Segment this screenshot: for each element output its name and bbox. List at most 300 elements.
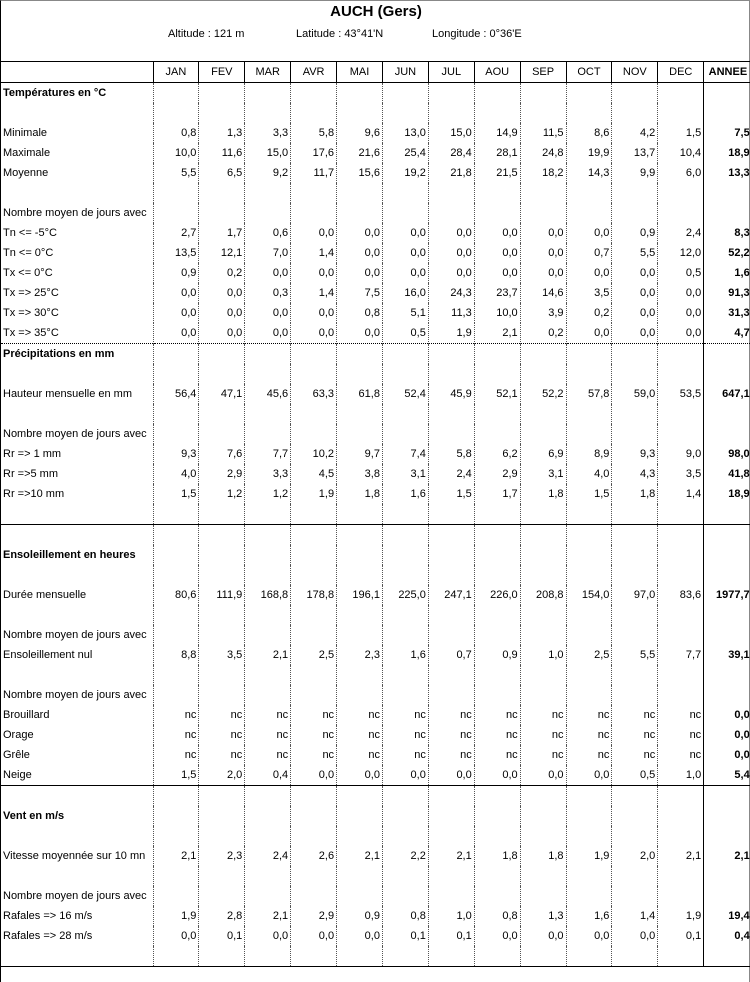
empty-cell bbox=[474, 826, 520, 846]
row-label: Grêle bbox=[3, 749, 30, 761]
empty-cell bbox=[153, 83, 199, 104]
empty-cell bbox=[245, 886, 291, 906]
empty-cell bbox=[337, 685, 383, 705]
value-cell: 0,0 bbox=[612, 283, 658, 303]
value-cell: 28,1 bbox=[474, 143, 520, 163]
value-cell: 7,6 bbox=[199, 444, 245, 464]
value-cell: 7,5 bbox=[337, 283, 383, 303]
empty-cell bbox=[474, 404, 520, 424]
annual-value-cell: 18,9 bbox=[704, 143, 750, 163]
empty-cell bbox=[474, 565, 520, 585]
empty-cell bbox=[520, 504, 566, 525]
empty-cell bbox=[1, 826, 153, 846]
value-cell: 7,7 bbox=[658, 645, 704, 665]
value-cell: nc bbox=[382, 725, 428, 745]
value-cell: 0,0 bbox=[153, 926, 199, 946]
subheader-row bbox=[1, 625, 750, 645]
empty-cell bbox=[245, 826, 291, 846]
annual-value-cell: 18,9 bbox=[704, 484, 750, 504]
empty-cell bbox=[474, 83, 520, 104]
value-cell: 1,4 bbox=[291, 243, 337, 263]
spacer-row bbox=[1, 183, 750, 203]
value-cell: 0,0 bbox=[153, 323, 199, 344]
empty-cell bbox=[658, 946, 704, 967]
empty-cell bbox=[1, 665, 153, 685]
value-cell: 0,0 bbox=[474, 926, 520, 946]
empty-cell bbox=[612, 545, 658, 565]
value-cell: 10,0 bbox=[153, 143, 199, 163]
value-cell: 8,9 bbox=[566, 444, 612, 464]
value-cell: 168,8 bbox=[245, 585, 291, 605]
empty-cell bbox=[658, 364, 704, 384]
value-cell: 225,0 bbox=[382, 585, 428, 605]
table-row bbox=[1, 765, 750, 786]
empty-cell bbox=[520, 625, 566, 645]
empty-cell bbox=[428, 344, 474, 365]
value-cell: 15,0 bbox=[245, 143, 291, 163]
empty-cell bbox=[382, 806, 428, 826]
empty-cell bbox=[428, 946, 474, 967]
empty-cell bbox=[428, 504, 474, 525]
empty-cell bbox=[428, 866, 474, 886]
table-row bbox=[1, 906, 750, 926]
empty-cell bbox=[612, 605, 658, 625]
section-header-row bbox=[1, 806, 750, 826]
value-cell: 80,6 bbox=[153, 585, 199, 605]
value-cell: 5,5 bbox=[612, 645, 658, 665]
value-cell: 1,4 bbox=[658, 484, 704, 504]
empty-cell bbox=[337, 665, 383, 685]
empty-cell bbox=[382, 786, 428, 807]
value-cell: 56,4 bbox=[153, 384, 199, 404]
empty-cell bbox=[704, 806, 750, 826]
empty-cell bbox=[291, 525, 337, 546]
empty-cell bbox=[566, 786, 612, 807]
row-label: Maximale bbox=[3, 147, 51, 159]
table-row bbox=[1, 163, 750, 183]
value-cell: 5,5 bbox=[153, 163, 199, 183]
empty-cell bbox=[337, 625, 383, 645]
climate-table bbox=[1, 61, 750, 967]
value-cell: 0,5 bbox=[658, 263, 704, 283]
row-label: Hauteur mensuelle en mm bbox=[3, 388, 133, 400]
value-cell: 2,1 bbox=[245, 645, 291, 665]
empty-cell bbox=[428, 404, 474, 424]
value-cell: 13,7 bbox=[612, 143, 658, 163]
spacer-row bbox=[1, 946, 750, 967]
empty-cell bbox=[1, 404, 153, 424]
empty-cell bbox=[474, 685, 520, 705]
page-title: AUCH (Gers) bbox=[330, 3, 422, 20]
longitude-label: Longitude : 0°36'E bbox=[432, 28, 522, 40]
value-cell: 0,0 bbox=[566, 926, 612, 946]
value-cell: 2,3 bbox=[199, 846, 245, 866]
empty-cell bbox=[474, 424, 520, 444]
value-cell: 23,7 bbox=[474, 283, 520, 303]
empty-cell bbox=[337, 866, 383, 886]
value-cell: 0,0 bbox=[520, 926, 566, 946]
empty-cell bbox=[428, 364, 474, 384]
empty-cell bbox=[474, 866, 520, 886]
empty-cell bbox=[337, 424, 383, 444]
empty-cell bbox=[199, 183, 245, 203]
empty-cell bbox=[153, 504, 199, 525]
value-cell: 97,0 bbox=[612, 585, 658, 605]
column-header: AVR bbox=[291, 62, 337, 83]
value-cell: 196,1 bbox=[337, 585, 383, 605]
empty-cell bbox=[704, 203, 750, 223]
table-row bbox=[1, 223, 750, 243]
empty-cell bbox=[612, 866, 658, 886]
empty-cell bbox=[520, 183, 566, 203]
empty-cell bbox=[612, 83, 658, 104]
value-cell: 0,0 bbox=[291, 223, 337, 243]
empty-cell bbox=[291, 203, 337, 223]
value-cell: 83,6 bbox=[658, 585, 704, 605]
empty-cell bbox=[474, 545, 520, 565]
empty-cell bbox=[474, 786, 520, 807]
empty-cell bbox=[1, 504, 153, 525]
value-cell: 45,9 bbox=[428, 384, 474, 404]
empty-cell bbox=[337, 203, 383, 223]
value-cell: 1,4 bbox=[612, 906, 658, 926]
empty-cell bbox=[566, 183, 612, 203]
empty-cell bbox=[1, 525, 153, 546]
empty-cell bbox=[337, 404, 383, 424]
empty-cell bbox=[245, 83, 291, 104]
row-label: Brouillard bbox=[3, 709, 50, 721]
section-title: Températures en °C bbox=[3, 87, 107, 99]
value-cell: 0,0 bbox=[337, 263, 383, 283]
empty-cell bbox=[199, 203, 245, 223]
value-cell: 0,2 bbox=[566, 303, 612, 323]
header-corner-cell bbox=[1, 62, 153, 83]
annual-value-cell: 4,7 bbox=[704, 323, 750, 344]
value-cell: 57,8 bbox=[566, 384, 612, 404]
empty-cell bbox=[382, 424, 428, 444]
value-cell: nc bbox=[337, 725, 383, 745]
value-cell: 0,0 bbox=[612, 263, 658, 283]
value-cell: 0,0 bbox=[474, 765, 520, 786]
empty-cell bbox=[474, 525, 520, 546]
value-cell: 1,5 bbox=[428, 484, 474, 504]
empty-cell bbox=[153, 866, 199, 886]
value-cell: 11,5 bbox=[520, 123, 566, 143]
empty-cell bbox=[658, 545, 704, 565]
row-label: Nombre moyen de jours avec bbox=[3, 689, 147, 701]
row-label: Rafales => 16 m/s bbox=[3, 910, 93, 922]
empty-cell bbox=[382, 364, 428, 384]
value-cell: 52,4 bbox=[382, 384, 428, 404]
empty-cell bbox=[520, 665, 566, 685]
empty-cell bbox=[704, 866, 750, 886]
column-header: MAR bbox=[245, 62, 291, 83]
empty-cell bbox=[382, 103, 428, 123]
value-cell: 0,0 bbox=[245, 926, 291, 946]
value-cell: 2,0 bbox=[199, 765, 245, 786]
section-title: Précipitations en mm bbox=[1, 344, 153, 365]
section-header-row bbox=[1, 545, 750, 565]
table-row bbox=[1, 645, 750, 665]
empty-cell bbox=[612, 364, 658, 384]
empty-cell bbox=[245, 946, 291, 967]
value-cell: 5,8 bbox=[291, 123, 337, 143]
empty-cell bbox=[428, 665, 474, 685]
value-cell: nc bbox=[566, 725, 612, 745]
value-cell: 5,5 bbox=[612, 243, 658, 263]
empty-cell bbox=[291, 344, 337, 365]
value-cell: 3,5 bbox=[566, 283, 612, 303]
empty-cell bbox=[658, 565, 704, 585]
value-cell: 10,2 bbox=[291, 444, 337, 464]
value-cell: 1,2 bbox=[245, 484, 291, 504]
annual-value-cell: 13,3 bbox=[704, 163, 750, 183]
empty-cell bbox=[337, 344, 383, 365]
value-cell: 0,9 bbox=[337, 906, 383, 926]
empty-cell bbox=[566, 103, 612, 123]
value-cell: nc bbox=[291, 725, 337, 745]
value-cell: 0,0 bbox=[337, 765, 383, 786]
empty-cell bbox=[199, 886, 245, 906]
value-cell: 2,4 bbox=[658, 223, 704, 243]
empty-cell bbox=[520, 545, 566, 565]
empty-cell bbox=[153, 364, 199, 384]
value-cell: 0,0 bbox=[566, 323, 612, 344]
table-row bbox=[1, 585, 750, 605]
spacer-row bbox=[1, 404, 750, 424]
row-label: Nombre moyen de jours avec bbox=[3, 207, 147, 219]
subheader-row bbox=[1, 685, 750, 705]
empty-cell bbox=[704, 83, 750, 104]
annual-value-cell: 1,6 bbox=[704, 263, 750, 283]
annual-value-cell: 19,4 bbox=[704, 906, 750, 926]
empty-cell bbox=[199, 665, 245, 685]
value-cell: 0,4 bbox=[245, 765, 291, 786]
value-cell: 4,2 bbox=[612, 123, 658, 143]
value-cell: 0,0 bbox=[245, 263, 291, 283]
value-cell: nc bbox=[245, 725, 291, 745]
value-cell: nc bbox=[153, 725, 199, 745]
subheader-row bbox=[1, 424, 750, 444]
value-cell: 1,7 bbox=[199, 223, 245, 243]
empty-cell bbox=[520, 786, 566, 807]
empty-cell bbox=[704, 404, 750, 424]
value-cell: 11,7 bbox=[291, 163, 337, 183]
empty-cell bbox=[245, 424, 291, 444]
value-cell: 3,3 bbox=[245, 123, 291, 143]
value-cell: 1,9 bbox=[658, 906, 704, 926]
value-cell: 111,9 bbox=[199, 585, 245, 605]
value-cell: 0,0 bbox=[566, 765, 612, 786]
value-cell: nc bbox=[153, 705, 199, 725]
empty-cell bbox=[704, 786, 750, 807]
empty-cell bbox=[291, 605, 337, 625]
empty-cell bbox=[428, 605, 474, 625]
empty-cell bbox=[520, 344, 566, 365]
empty-cell bbox=[658, 404, 704, 424]
value-cell: 2,1 bbox=[658, 846, 704, 866]
table-row bbox=[1, 323, 750, 344]
empty-cell bbox=[428, 203, 474, 223]
value-cell: 4,0 bbox=[153, 464, 199, 484]
empty-cell bbox=[291, 103, 337, 123]
empty-cell bbox=[291, 504, 337, 525]
empty-cell bbox=[291, 685, 337, 705]
empty-cell bbox=[612, 685, 658, 705]
value-cell: 1,5 bbox=[566, 484, 612, 504]
empty-cell bbox=[566, 625, 612, 645]
column-header: JAN bbox=[153, 62, 199, 83]
row-label: Minimale bbox=[3, 127, 48, 139]
value-cell: 3,1 bbox=[520, 464, 566, 484]
value-cell: 3,5 bbox=[658, 464, 704, 484]
value-cell: nc bbox=[566, 745, 612, 765]
annual-value-cell: 7,5 bbox=[704, 123, 750, 143]
empty-cell bbox=[153, 183, 199, 203]
annual-value-cell: 5,4 bbox=[704, 765, 750, 786]
column-header: JUN bbox=[382, 62, 428, 83]
value-cell: 19,9 bbox=[566, 143, 612, 163]
empty-cell bbox=[245, 545, 291, 565]
empty-cell bbox=[199, 344, 245, 365]
value-cell: 15,0 bbox=[428, 123, 474, 143]
empty-cell bbox=[199, 806, 245, 826]
empty-cell bbox=[1, 103, 153, 123]
empty-cell bbox=[153, 565, 199, 585]
table-row bbox=[1, 143, 750, 163]
empty-cell bbox=[658, 806, 704, 826]
value-cell: nc bbox=[337, 705, 383, 725]
empty-cell bbox=[704, 946, 750, 967]
value-cell: 154,0 bbox=[566, 585, 612, 605]
value-cell: 0,0 bbox=[428, 263, 474, 283]
empty-cell bbox=[1, 786, 153, 807]
empty-cell bbox=[520, 203, 566, 223]
spacer-row bbox=[1, 364, 750, 384]
row-label: Tn <= -5°C bbox=[3, 227, 57, 239]
empty-cell bbox=[520, 404, 566, 424]
empty-cell bbox=[566, 545, 612, 565]
empty-cell bbox=[337, 545, 383, 565]
section-title: Ensoleillement en heures bbox=[3, 549, 136, 561]
row-label: Nombre moyen de jours avec bbox=[3, 890, 147, 902]
empty-cell bbox=[382, 344, 428, 365]
empty-cell bbox=[612, 826, 658, 846]
empty-cell bbox=[199, 625, 245, 645]
empty-cell bbox=[199, 83, 245, 104]
empty-cell bbox=[428, 685, 474, 705]
empty-cell bbox=[428, 786, 474, 807]
value-cell: 1,9 bbox=[566, 846, 612, 866]
empty-cell bbox=[520, 806, 566, 826]
value-cell: 14,9 bbox=[474, 123, 520, 143]
value-cell: 2,5 bbox=[291, 645, 337, 665]
value-cell: 5,8 bbox=[428, 444, 474, 464]
empty-cell bbox=[428, 806, 474, 826]
empty-cell bbox=[337, 83, 383, 104]
value-cell: 21,5 bbox=[474, 163, 520, 183]
value-cell: 0,8 bbox=[153, 123, 199, 143]
value-cell: 0,7 bbox=[566, 243, 612, 263]
empty-cell bbox=[566, 83, 612, 104]
empty-cell bbox=[474, 625, 520, 645]
value-cell: 0,0 bbox=[612, 926, 658, 946]
table-row bbox=[1, 384, 750, 404]
empty-cell bbox=[199, 565, 245, 585]
empty-cell bbox=[612, 404, 658, 424]
table-row bbox=[1, 243, 750, 263]
value-cell: 11,3 bbox=[428, 303, 474, 323]
empty-cell bbox=[658, 605, 704, 625]
empty-cell bbox=[382, 183, 428, 203]
value-cell: 1,5 bbox=[153, 484, 199, 504]
empty-cell bbox=[428, 625, 474, 645]
spacer-row bbox=[1, 866, 750, 886]
empty-cell bbox=[153, 545, 199, 565]
value-cell: 2,1 bbox=[337, 846, 383, 866]
value-cell: 59,0 bbox=[612, 384, 658, 404]
value-cell: 3,3 bbox=[245, 464, 291, 484]
value-cell: 10,4 bbox=[658, 143, 704, 163]
value-cell: 1,9 bbox=[153, 906, 199, 926]
value-cell: 7,0 bbox=[245, 243, 291, 263]
empty-cell bbox=[566, 806, 612, 826]
empty-cell bbox=[612, 203, 658, 223]
empty-cell bbox=[658, 525, 704, 546]
value-cell: 178,8 bbox=[291, 585, 337, 605]
table-row bbox=[1, 283, 750, 303]
empty-cell bbox=[612, 504, 658, 525]
empty-cell bbox=[704, 525, 750, 546]
value-cell: 12,0 bbox=[658, 243, 704, 263]
value-cell: 0,0 bbox=[382, 765, 428, 786]
empty-cell bbox=[291, 424, 337, 444]
empty-cell bbox=[153, 203, 199, 223]
empty-cell bbox=[382, 605, 428, 625]
annual-value-cell: 8,3 bbox=[704, 223, 750, 243]
value-cell: 4,3 bbox=[612, 464, 658, 484]
empty-cell bbox=[520, 525, 566, 546]
value-cell: nc bbox=[199, 705, 245, 725]
empty-cell bbox=[474, 886, 520, 906]
empty-cell bbox=[291, 565, 337, 585]
value-cell: 47,1 bbox=[199, 384, 245, 404]
table-row bbox=[1, 444, 750, 464]
value-cell: 3,5 bbox=[199, 645, 245, 665]
value-cell: 5,1 bbox=[382, 303, 428, 323]
annual-value-cell: 41,8 bbox=[704, 464, 750, 484]
value-cell: nc bbox=[291, 745, 337, 765]
spacer-row bbox=[1, 665, 750, 685]
value-cell: 1,6 bbox=[382, 645, 428, 665]
annual-value-cell: 0,4 bbox=[704, 926, 750, 946]
empty-cell bbox=[428, 545, 474, 565]
value-cell: 0,0 bbox=[382, 243, 428, 263]
annual-value-cell: 647,1 bbox=[704, 384, 750, 404]
value-cell: nc bbox=[474, 705, 520, 725]
empty-cell bbox=[245, 625, 291, 645]
value-cell: 0,8 bbox=[337, 303, 383, 323]
empty-cell bbox=[612, 424, 658, 444]
value-cell: 7,4 bbox=[382, 444, 428, 464]
empty-cell bbox=[428, 83, 474, 104]
value-cell: nc bbox=[520, 745, 566, 765]
table-row bbox=[1, 926, 750, 946]
value-cell: 1,8 bbox=[520, 846, 566, 866]
table-row bbox=[1, 846, 750, 866]
value-cell: nc bbox=[612, 725, 658, 745]
table-row bbox=[1, 745, 750, 765]
